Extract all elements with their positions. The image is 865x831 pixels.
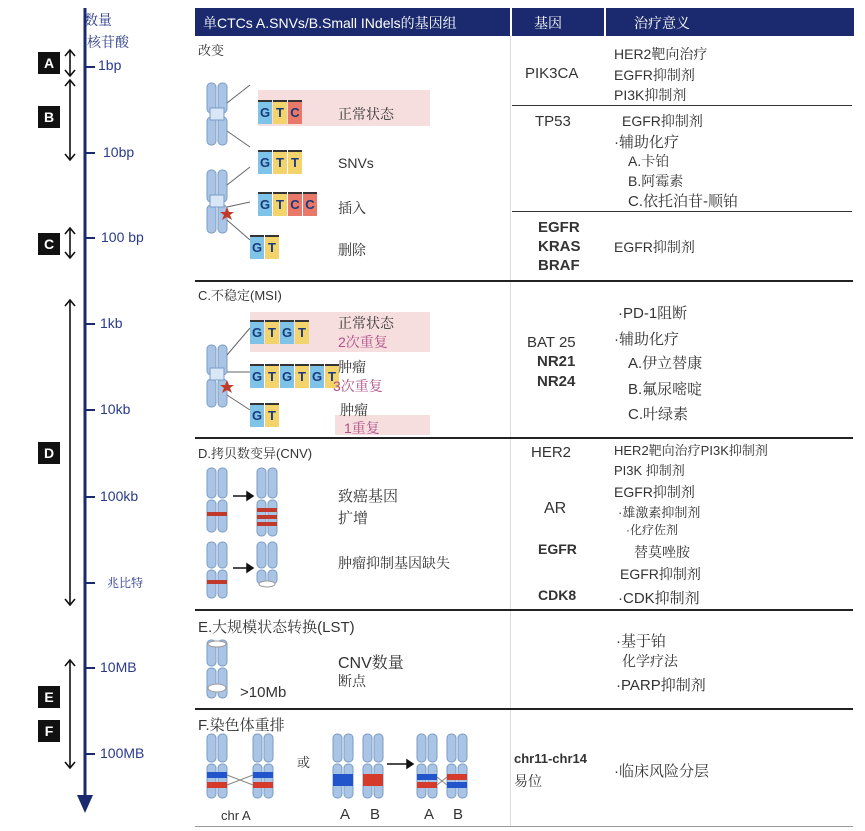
nuc: C	[288, 192, 302, 216]
therapy-cnv-2: PI3K 抑制剂	[614, 463, 685, 478]
therapy-msi-4: B.氟尿嘧啶	[628, 381, 703, 398]
label-msi-tumor-3: 肿瘤	[338, 359, 366, 375]
gene-cdk8: CDK8	[538, 587, 577, 603]
gene-her2: HER2	[531, 444, 572, 461]
header-col-genome-label: 单CTCs A.SNVs/B.Small INdels的基因组	[203, 15, 457, 31]
therapy-lst-2: 化学疗法	[622, 653, 678, 669]
nuc: T	[265, 320, 279, 344]
label-amp-1: 致癌基因	[338, 488, 399, 505]
label-msi-normal-repeat: 2次重复	[338, 334, 388, 350]
tick-10mb: 10MB	[100, 659, 137, 675]
therapy-tp53-1: EGFR抑制剂	[622, 113, 703, 129]
therapy-pik3ca-3: PI3K抑制剂	[614, 87, 687, 103]
tick-100bp: 100 bp	[101, 229, 144, 245]
therapy-lst-1: ·基于铂	[616, 633, 666, 650]
seq-msi-tumor-1	[250, 403, 280, 425]
chr-a-label: chr A	[221, 808, 251, 823]
therapy-tp53-5: C.依托泊苷-顺铂	[628, 193, 738, 210]
divider-tp53	[512, 211, 852, 212]
sec-d-title: D.拷贝数变异(CNV)	[198, 446, 313, 461]
nuc: T	[273, 192, 287, 216]
label-breakpoint: 断点	[338, 673, 366, 689]
label-deletion: 删除	[338, 242, 366, 258]
bottom-border	[195, 826, 853, 827]
therapy-tp53-2: ·辅助化疗	[614, 134, 679, 151]
gene-nr21: NR21	[537, 353, 576, 370]
label-snvs: SNVs	[338, 155, 374, 171]
nuc: T	[295, 364, 309, 388]
range-letter-b: B	[38, 106, 60, 128]
seq-deletion	[250, 235, 280, 257]
label-msi-tumor-1: 肿瘤	[340, 402, 368, 418]
sec-c-title: C.不稳定(MSI)	[198, 288, 282, 303]
tick-100kb: 100kb	[100, 488, 139, 504]
gene-tp53: TP53	[535, 113, 571, 130]
axis-title-line2: 核苷酸	[87, 34, 129, 50]
axis-title-line1: 数量	[84, 12, 112, 28]
label-insertion: 插入	[338, 200, 366, 216]
sec-e-title: E.大规模状态转换(LST)	[198, 619, 355, 636]
label-normal: 正常状态	[338, 106, 394, 122]
therapy-pik3ca-1: HER2靶向治疗	[614, 46, 708, 62]
header-col-genome	[195, 8, 510, 36]
therapy-cnv-8: ·CDK抑制剂	[618, 590, 700, 607]
nuc: G	[250, 403, 264, 427]
nuc: C	[303, 192, 317, 216]
gene-translocation: 易位	[514, 773, 542, 789]
nuc: T	[265, 403, 279, 427]
therapy-msi-5: C.叶绿素	[628, 406, 689, 423]
header-col-therapy-label: 治疗意义	[634, 15, 690, 31]
gene-chr11-chr14: chr11-chr14	[514, 751, 587, 766]
nuc: G	[258, 150, 272, 174]
nuc: G	[250, 320, 264, 344]
sec-f-title: F.染色体重排	[198, 717, 285, 734]
nuc: T	[295, 320, 309, 344]
chr-label-b2: B	[453, 806, 464, 823]
range-letter-a: A	[38, 52, 60, 74]
nuc: T	[273, 100, 287, 124]
chr-label-b1: B	[370, 806, 381, 823]
tick-1bp: 1bp	[98, 57, 122, 73]
sec-d-cnv-chromosomes	[195, 460, 315, 600]
nuc: T	[325, 364, 339, 388]
header-col-gene-label: 基因	[534, 15, 562, 31]
section-divider-c	[195, 437, 853, 439]
therapy-egfr: EGFR抑制剂	[614, 239, 695, 255]
or-label: 或	[297, 755, 311, 770]
therapy-msi-2: ·辅助化疗	[614, 331, 679, 348]
tick-mb: 兆比特	[107, 576, 144, 590]
gene-braf: BRAF	[538, 257, 580, 274]
therapy-msi-1: ·PD-1阻断	[618, 305, 688, 322]
label-cnv-count: CNV数量	[338, 655, 404, 672]
tick-100mb: 100MB	[100, 745, 145, 761]
gene-kras: KRAS	[538, 238, 581, 255]
sec-ab-title: 改变	[198, 43, 225, 58]
gene-nr24: NR24	[537, 373, 576, 390]
seq-msi-tumor-3	[250, 364, 340, 386]
tick-1kb: 1kb	[100, 315, 123, 331]
seq-normal	[258, 100, 303, 122]
therapy-risk: ·临床风险分层	[614, 763, 709, 780]
nuc: G	[258, 192, 272, 216]
nuc: G	[250, 364, 264, 388]
gene-ar: AR	[544, 500, 567, 517]
label-msi-tumor-3-repeat: 3次重复	[333, 378, 383, 394]
divider-pik3ca	[512, 105, 852, 106]
range-letter-c: C	[38, 233, 60, 255]
header-col-gene	[512, 8, 604, 36]
label-msi-tumor-1-repeat: 1重复	[344, 420, 380, 436]
therapy-msi-3: A.伊立替康	[628, 355, 703, 372]
therapy-cnv-6: 替莫唑胺	[634, 544, 690, 560]
nuc: G	[310, 364, 324, 388]
therapy-tp53-3: A.卡铂	[628, 153, 670, 169]
therapy-cnv-1: HER2靶向治疗PI3K抑制剂	[614, 443, 768, 458]
nuc: T	[273, 150, 287, 174]
nuc: T	[265, 364, 279, 388]
nuc: G	[280, 320, 294, 344]
chr-label-a2: A	[424, 806, 435, 823]
gene-egfr-cnv: EGFR	[538, 541, 577, 557]
gene-bat25: BAT 25	[527, 334, 576, 351]
therapy-cnv-4: ·雄激素抑制剂	[618, 505, 701, 520]
section-divider-e	[195, 708, 853, 710]
seq-insertion	[258, 192, 318, 214]
chr-label-a1: A	[340, 806, 351, 823]
label-loss: 肿瘤抑制基因缺失	[338, 555, 450, 571]
therapy-pik3ca-2: EGFR抑制剂	[614, 67, 695, 83]
seq-msi-normal	[250, 320, 310, 342]
therapy-cnv-5: ·化疗佐剂	[626, 523, 678, 537]
nuc: G	[280, 364, 294, 388]
therapy-cnv-3: EGFR抑制剂	[614, 484, 695, 500]
therapy-lst-3: ·PARP抑制剂	[616, 677, 706, 694]
label-amp-2: 扩增	[338, 510, 369, 527]
range-letter-e: E	[38, 686, 60, 708]
tick-10bp: 10bp	[103, 144, 135, 160]
section-divider-ab	[195, 280, 853, 282]
sec-f-chromosomes	[195, 730, 495, 810]
therapy-tp53-4: B.阿霉素	[628, 173, 684, 189]
header-col-therapy	[606, 8, 854, 36]
nuc: T	[265, 235, 279, 259]
section-divider-d	[195, 609, 853, 611]
nuc: T	[288, 150, 302, 174]
lst-size: >10Mb	[240, 684, 287, 701]
range-letter-d: D	[38, 442, 60, 464]
nuc: C	[288, 100, 302, 124]
nuc: G	[250, 235, 264, 259]
nuc: G	[258, 100, 272, 124]
label-msi-normal: 正常状态	[338, 315, 394, 331]
tick-10kb: 10kb	[100, 401, 131, 417]
seq-snv	[258, 150, 303, 172]
gene-egfr: EGFR	[538, 219, 580, 236]
range-letter-f: F	[38, 720, 60, 742]
gene-pik3ca: PIK3CA	[525, 65, 579, 82]
therapy-cnv-7: EGFR抑制剂	[620, 566, 701, 582]
